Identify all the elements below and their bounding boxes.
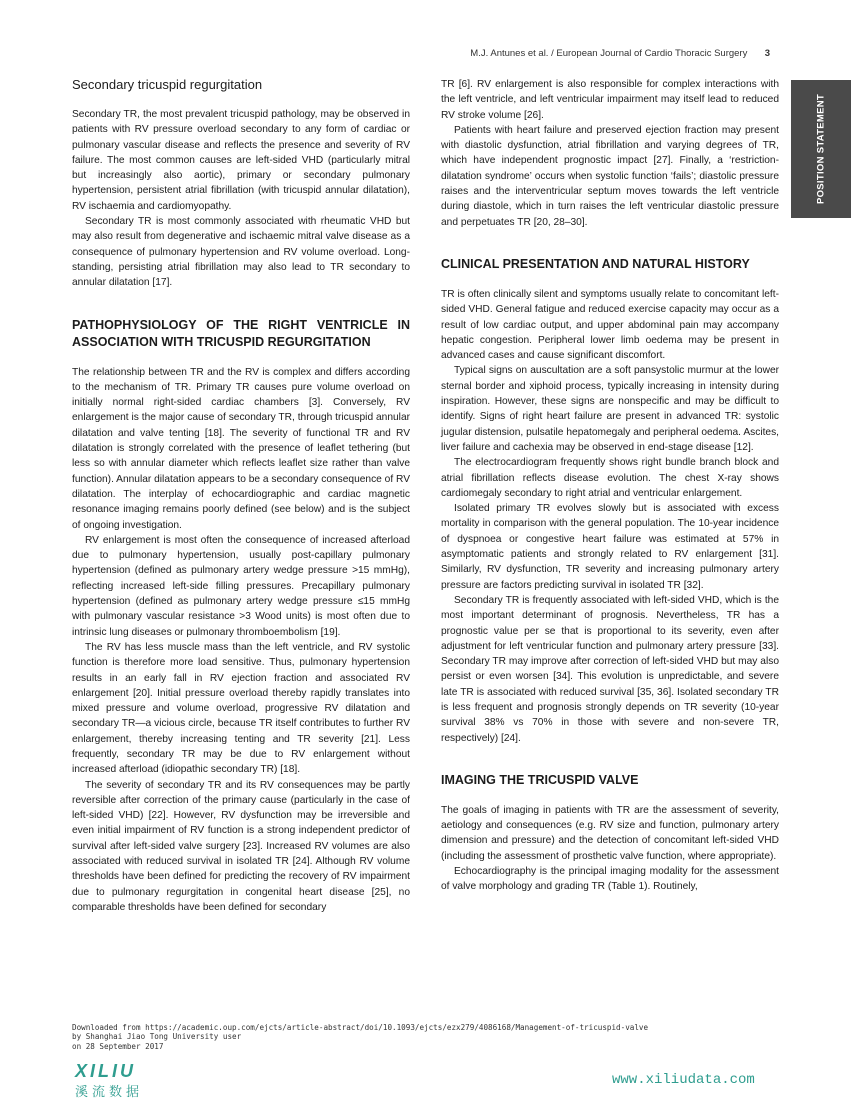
paragraph: The electrocardiogram frequently shows right bundle branch block and atrial fibrillation reflects disease evolution. The chest X-ray shows cardiomegaly secondary to right atrial and ventricular enlargement. xyxy=(441,457,779,499)
download-line: Downloaded from https://academic.oup.com/ejcts/article-abstract/doi/10.1093/ejcts/ezx279/4086168/Management-of-tricuspid-valve xyxy=(72,1023,649,1032)
running-head-text: M.J. Antunes et al. / European Journal of Cardio Thoracic Surgery xyxy=(470,48,748,59)
logo-chinese-text: 溪流数据 xyxy=(75,1085,144,1100)
paragraph: Isolated primary TR evolves slowly but is associated with excess mortality in comparison with the general population. The 10-year incidence of dyspnoea or congestive heart failure was estimated at 57% in asymptomatic patients and strongly related to RV enlargement [31]. Similarly, RV dysfunction, TR severity and increasing pulmonary artery pressure are factors predicting survival in isolated TR [32]. xyxy=(441,503,779,591)
download-notice xyxy=(72,1023,648,1051)
paragraph: The severity of secondary TR and its RV consequences may be partly reversible after correction of the primary cause (particularly in the case of left-sided VHD) [22]. However, RV dysfunction may be irreversible and even initial impairment of RV function is a strong independent predictor of survival after left-sided valve surgery [23]. Increased RV volumes are also associated with reduced survival in isolated TR [24]. Although RV volume thresholds have been defined for predicting the recovery of RV impairment due to pulmonary regurgitation in congenital heart disease [25], no comparable thresholds have been defined for secondary xyxy=(72,779,410,913)
paragraph: RV enlargement is most often the consequence of increased afterload due to pulmonary hypertension, usually post-capillary pulmonary hypertension (defined as pulmonary artery wedge pressure >15 mmHg), reflecting increased left-side filling pressures. Precapillary pulmonary hypertension (defined as pulmonary artery wedge pressure ≤15 mmHg with pulmonary vascular resistance >3 Wood units) is most often due to intrinsic lung diseases or pulmonary thromboembolism [19]. xyxy=(72,534,410,638)
paragraph: Patients with heart failure and preserved ejection fraction may present with diastolic dysfunction, atrial fibrillation and varying degrees of TR, which have independent prognostic impact [27]. Finally, a ‘restriction-dilatation syndrome’ occurs when systolic function ‘fails’; diastolic pressure raises and the interventricular septum moves towards the left ventricle during diastole, which in turn raises the left ventricular diastolic pressure and perpetuates TR [20, 28–30]. xyxy=(441,124,779,228)
paragraph: The relationship between TR and the RV is complex and differs according to the mechanism of TR. Primary TR causes pure volume overload on initially normal right-sided cardiac chambers [3]. Conversely, RV enlargement is the major cause of secondary TR, through tricuspid annular dilatation and valve tenting [18]. The severity of functional TR and RV dilatation is strongly correlated with the presence of leaflet tethering (but less so with annular diameter which reflects leaflet size rather than valve function). Annular dilatation appears to be a secondary consequence of RV dilatation. The interplay of echocardiographic and cardiac magnetic resonance imaging remains poorly defined (see below) and is the subject of ongoing investigation. xyxy=(72,366,410,531)
right-column xyxy=(441,77,779,895)
paragraph: Secondary TR is most commonly associated with rheumatic VHD but may also result from degenerative and ischaemic mitral valve disease as a consequence of pulmonary hypertension and RV volume overload. Long-standing, persisting atrial fibrillation may also lead to TR secondary to annular dilatation [17]. xyxy=(72,216,410,289)
paragraph: Secondary TR is frequently associated with left-sided VHD, which is the most important determinant of prognosis. Nevertheless, TR has a prognostic value per se that is proportional to its severity, even after adjustment for left ventricular function and pulmonary artery pressure [33]. Secondary TR may improve after correction of left-sided VHD but may also persist or even worsen [34]. This evolution is unpredictable, and severe late TR is associated with reduced survival [35, 36]. Isolated secondary TR is less frequent and prognosis strongly depends on TR severity (10-year survival 38% vs 70% in those with severe and non-severe TR, respectively) [24]. xyxy=(441,594,779,744)
paragraph: Echocardiography is the principal imaging modality for the assessment of valve morphology and grading TR (Table 1). Routinely, xyxy=(441,866,779,893)
position-statement-tab xyxy=(791,80,851,218)
logo-word: XILIU xyxy=(75,1061,137,1081)
section-heading-clinical-presentation: CLINICAL PRESENTATION AND NATURAL HISTORY xyxy=(441,256,750,271)
download-line: on 28 September 2017 xyxy=(72,1041,164,1051)
paragraph: TR [6]. RV enlargement is also responsible for complex interactions with the left ventricle, and left ventricular impairment may itself lead to reduced RV stroke volume [26]. xyxy=(441,79,779,121)
paragraph: Secondary TR, the most prevalent tricuspid pathology, may be observed in patients with RV pressure overload secondary to any form of cardiac or pulmonary vascular disease and reflects the presence and severity of RV failure. The most common causes are left-sided VHD (particularly mitral but increasingly also aortic), primary or secondary pulmonary hypertension, persistent atrial fibrillation (with tricuspid annular dilatation), RV ischaemia and cardiomyopathy. xyxy=(72,109,410,212)
xiliu-logo xyxy=(72,1061,192,1099)
download-line: by Shanghai Jiao Tong University user xyxy=(72,1032,242,1042)
paragraph: Typical signs on auscultation are a soft pansystolic murmur at the lower sternal border and xiphoid process, typically increasing in intensity during inspiration. However, these signs are nonspecific and may be difficult to identify. Signs of right heart failure are present in advanced TR: systolic jugular distension, pulsatile hepatomegaly and peripheral oedema. Ascites, liver failure and cachexia may be observed in end-stage disease [12]. xyxy=(441,365,779,453)
section-heading-imaging: IMAGING THE TRICUSPID VALVE xyxy=(441,772,639,787)
page-number: 3 xyxy=(764,48,770,59)
running-head xyxy=(0,48,770,59)
side-tab-label: POSITION STATEMENT xyxy=(815,93,827,205)
subsection-heading: Secondary tricuspid regurgitation xyxy=(72,77,263,92)
section-heading-pathophysiology: PATHOPHYSIOLOGY OF THE RIGHT VENTRICLE IN ASSOCIATION WITH TRICUSPID REGURGITATION xyxy=(72,317,410,349)
paragraph: The RV has less muscle mass than the left ventricle, and RV systolic function is therefore more load sensitive. Thus, pulmonary hypertension results in an early fall in RV ejection fraction and associated RV enlargement [20]. Initial pressure overload thereby rapidly translates into mixed pressure and volume overload, progressive RV dilatation and secondary TR—a vicious circle, because TR itself contributes to further RV enlargement, thereby increasing tenting and TR severity [21]. Less frequently, secondary TR may be due to RV enlargement without increased afterload (idiopathic secondary TR) [18]. xyxy=(72,641,410,776)
paragraph: TR is often clinically silent and symptoms usually relate to concomitant left-sided VHD. General fatigue and reduced exercise capacity may occur as a result of low cardiac output, and upper abdominal pain may accompany hepatic congestion. Peripheral lower limb oedema may be present in advanced cases and cause significant discomfort. xyxy=(441,288,779,362)
left-column xyxy=(72,77,410,915)
watermark-url[interactable]: www.xiliudata.com xyxy=(612,1072,755,1088)
paragraph: The goals of imaging in patients with TR are the assessment of severity, aetiology and consequences (e.g. RV size and function, pulmonary artery dimension and pressure) and the detection of concomitant left-sided VHD (including the assessment of prosthetic valve function, where appropriate). xyxy=(441,804,779,862)
